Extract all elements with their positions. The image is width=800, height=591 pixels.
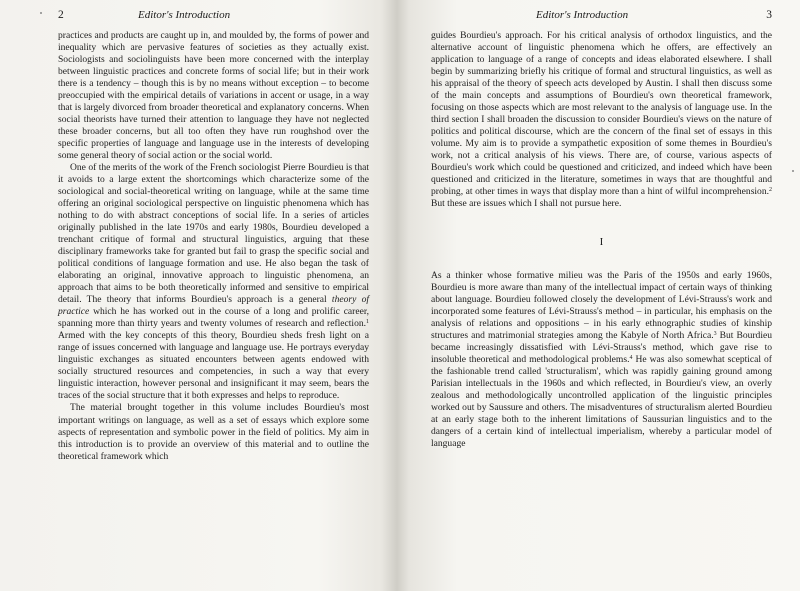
paragraph: [431, 30, 772, 210]
page-number: 3: [766, 9, 772, 21]
section-number: I: [599, 236, 604, 249]
left-page-body: [58, 30, 369, 463]
paragraph-text: As a thinker whose formative milieu was the Paris of the 1950s and early 1960s, Bourdieu is more aware than many of the intellectual impact of certain ways of thinking about language. Bourdieu followed closely the development of Lévi-Strauss's work and incorporated some features of Lévi-Strauss's method – in particular, his emphasis on the analysis of relations and oppositions – in his early ethnographic studies of kinship structures and matrimonial strategies among the Kabyle of North Africa.: [431, 270, 772, 342]
paragraph-text: which he has worked out in the course of a long and prolific career, spanning more than thirty years and twenty volumes of research and reflection.: [58, 306, 370, 330]
paragraph-text: He was also somewhat sceptical of the fashionable trend called 'structuralism', which was rapidly gaining ground among Parisian intellectuals in the 1960s and which reflected, in Bourdieu's view, an overly zealous and methodologically uncontrolled application of the linguistic principles worked out by Saussure and others. The misadventures of structuralism alerted Bourdieu at an early stage both to the inherent limitations of Saussurian linguistics and to the dangers of a certain kind of intellectual imperialism, whereby a particular model of language: [431, 354, 772, 450]
footnote-marker: 1: [366, 319, 369, 326]
running-head: Editor's Introduction: [138, 9, 231, 21]
paragraph: [58, 162, 369, 402]
paragraph-text: One of the merits of the work of the French sociologist Pierre Bourdieu is that it avoids to a large extent the shortcomings which characterize some of the sociological and social-theoretical writing on language, while at the same time offering an original sociological perspective on linguistic phenomena which has nothing to do with abstract conceptions of social life. In a series of articles originally published in the late 1970s and early 1980s, Bourdieu developed a trenchant critique of formal and structural linguistics, arguing that these disciplinary frameworks take for granted but fail to grasp the specific social and political conditions of language formation and use. He also began the task of elaborating an original, innovative approach to linguistic phenomena, an approach that aims to be both theoretically informed and sensitive to empirical detail. The theory that informs Bourdieu's approach is a general: [58, 162, 369, 306]
paragraph: The material brought together in this volume includes Bourdieu's most important writings on language, as well as a set of essays which explore some aspects of representation and symbolic power in the field of politics. My aim in this introduction is to provide an overview of this material and to outline the theoretical framework which: [58, 402, 369, 462]
footnote-marker: 4: [629, 355, 633, 362]
right-page-header: [431, 6, 772, 24]
paragraph-text: guides Bourdieu's approach. For his critical analysis of orthodox linguistics, and the alternative account of linguistic phenomena which he offers, are effectively an application to language of a range of concepts and ideas elaborated elsewhere. I shall begin by summarizing briefly his critique of formal and structural linguistics, as well as his appraisal of the theory of speech acts developed by Austin. I shall then discuss some of the main concepts and assumptions of Bourdieu's own theoretical framework, focusing on those aspects which are most relevant to the analysis of language use. In the third section I shall broaden the discussion to consider Bourdieu's views on the nature of politics and political discourse, which are the concern of the final set of essays in this volume. My aim is to provide a sympathetic exposition of some themes in Bourdieu's work, not a critical analysis of his views. There are, of course, various aspects of Bourdieu's work which could be questioned and criticized, and indeed which have been questioned and criticized in the literature, sometimes in ways that are thoughtful and probing, at other times in ways that display more than a hint of wilful incomprehension.: [431, 30, 772, 198]
running-head: Editor's Introduction: [536, 9, 629, 21]
page-number: 2: [58, 9, 64, 21]
right-page-body: [431, 30, 772, 450]
left-page-header: [58, 6, 369, 24]
paragraph-text: Armed with the key concepts of this theory, Bourdieu sheds fresh light on a range of issues concerned with language and language use. He portrays everyday linguistic exchanges as situated encounters between agents endowed with socially structured resources and competencies, in such a way that every linguistic interaction, however personal and insignificant it may seem, bears the traces of the social structure that it both expresses and helps to reproduce.: [58, 330, 369, 402]
paragraph: practices and products are caught up in, and moulded by, the forms of power and inequality which are pervasive features of societies as they actually exist. Sociologists and sociolinguists have been more concerned with the interplay between linguistic practices and concrete forms of social life; but in their work there is a tendency – though this is by no means without exception – to become preoccupied with the empirical details of variations in accent or usage, in a way that is largely divorced from broader theoretical and explanatory concerns. When social theorists have turned their attention to language they have not neglected these broader concerns, but all too often they have run roughshod over the specific properties of language and language use in the interests of developing some general theory of social action or the social world.: [58, 30, 369, 162]
emphasized-term: theory of practice: [58, 294, 369, 318]
paragraph: [431, 270, 772, 450]
footnote-marker: 2: [769, 187, 772, 194]
paragraph-text: But these are issues which I shall not pursue here.: [431, 198, 622, 210]
right-page: [397, 0, 800, 591]
left-page: [0, 0, 397, 591]
paper-speck: [792, 170, 794, 172]
paper-speck: [40, 12, 42, 14]
paragraph-text: But Bourdieu became increasingly dissatisfied with Lévi-Strauss's method, which gave rise to insoluble theoretical and methodological problems.: [431, 330, 772, 366]
footnote-marker: 3: [713, 331, 717, 338]
